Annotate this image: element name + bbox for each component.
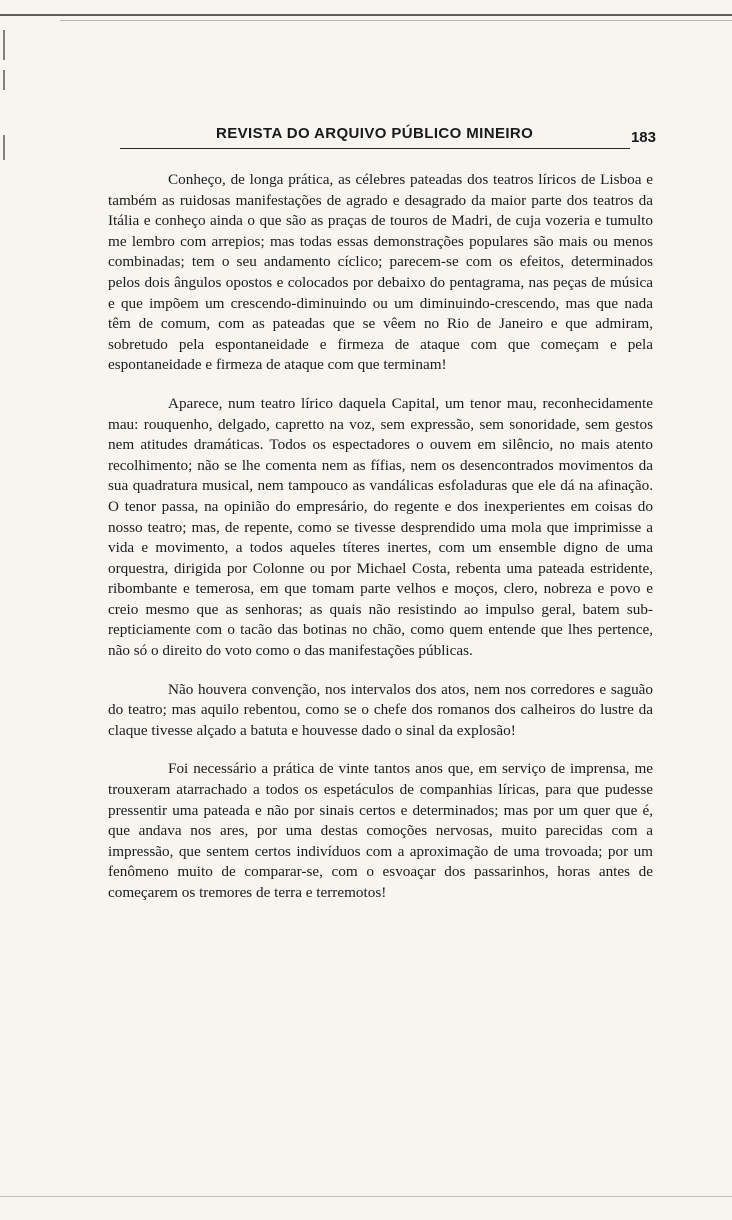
scan-margin-mark	[3, 135, 5, 160]
journal-title: REVISTA DO ARQUIVO PÚBLICO MINEIRO	[216, 125, 534, 142]
header-rule	[120, 148, 630, 149]
paragraph: Não houvera convenção, nos intervalos dos atos, nem nos corredores e saguão do teatro; mas aquilo rebentou, como se o chefe dos romanos dos calheiros do lustre da claque tivesse alçado a batuta e houvesse dado o sinal da explosão!	[108, 680, 653, 739]
scan-bottom-line	[0, 1196, 732, 1197]
scan-margin-mark	[3, 30, 5, 60]
paragraph: Aparece, num teatro lírico daquela Capital, um tenor mau, reconhecidamente mau: rouquenho, delgado, capretto na voz, sem expressão, sem sonoridade, sem gestos nem atitudes dramáticas. Todos os espectadores o ouvem em silêncio, no mais atento recolhimento; não se lhe comenta nem as fífias, nem os desencontrados movimentos da sua quadratura musical, nem tampouco as vandálicas esfoladuras que ele dá na afinação. O tenor passa, na opinião do empresário, do regente e dos inexperientes em coisas do nosso teatro; mas, de repente, como se tivesse desprendido uma mola que imprimisse a vida e movimento, a todos aqueles títeres inertes, com um ensemble digno de uma orquestra, dirigida por Colonne ou por Michael Costa, rebenta uma pateada estridente, ribombante e temerosa, em que tomam parte velhos e moços, clero, nobreza e povo e creio mesmo que as senhoras; as quais não resistindo ao impulso geral, batem sub-repticiamente com o tacão das botinas no chão, como quem entende que lhes pertence, não só o direito do voto como o das manifestações públicas.	[108, 394, 653, 660]
scan-edge-line-secondary	[60, 20, 732, 21]
paragraph: Foi necessário a prática de vinte tantos anos que, em serviço de imprensa, me trouxeram atarrachado a todos os espetáculos de companhias líricas, para que pudesse pressentir uma pateada e não por sinais certos e determinados; mas por um quer que é, que andava nos ares, por uma destas comoções nervosas, muito parecidas com a impressão, que sentem certos indivíduos com a aproximação de uma trovoada; por um fenômeno muito de comparar-se, com o esvoaçar dos passarinhos, horas antes de começarem os tremores de terra e terremotos!	[108, 760, 653, 901]
page-number: 183	[630, 129, 656, 146]
scan-margin-mark	[3, 70, 5, 90]
article-body	[108, 170, 653, 922]
scan-edge-line	[0, 14, 732, 16]
paragraph: Conheço, de longa prática, as célebres pateadas dos teatros líricos de Lisboa e também as ruidosas manifestações de agrado e desagrado da maior parte dos teatros da Itália e conheço ainda o que são as praças de touros de Madri, de cuja vozeria e tumulto me lembro com arrepios; mas todas essas demonstrações populares são mais ou menos combinadas; tem o seu andamento cíclico; parecem-se com os efeitos, determinados pelos dois ângulos opostos e colocados por debaixo do pentagrama, nas peças de música e que impõem um crescendo-diminuindo ou um diminuindo-crescendo, mas que nada têm de comum, com as pateadas que se vêem no Rio de Janeiro e que admiram, sobretudo pela espontaneidade e firmeza de ataque com que começam e pela espontaneidade e firmeza de ataque com que terminam!	[108, 171, 653, 374]
